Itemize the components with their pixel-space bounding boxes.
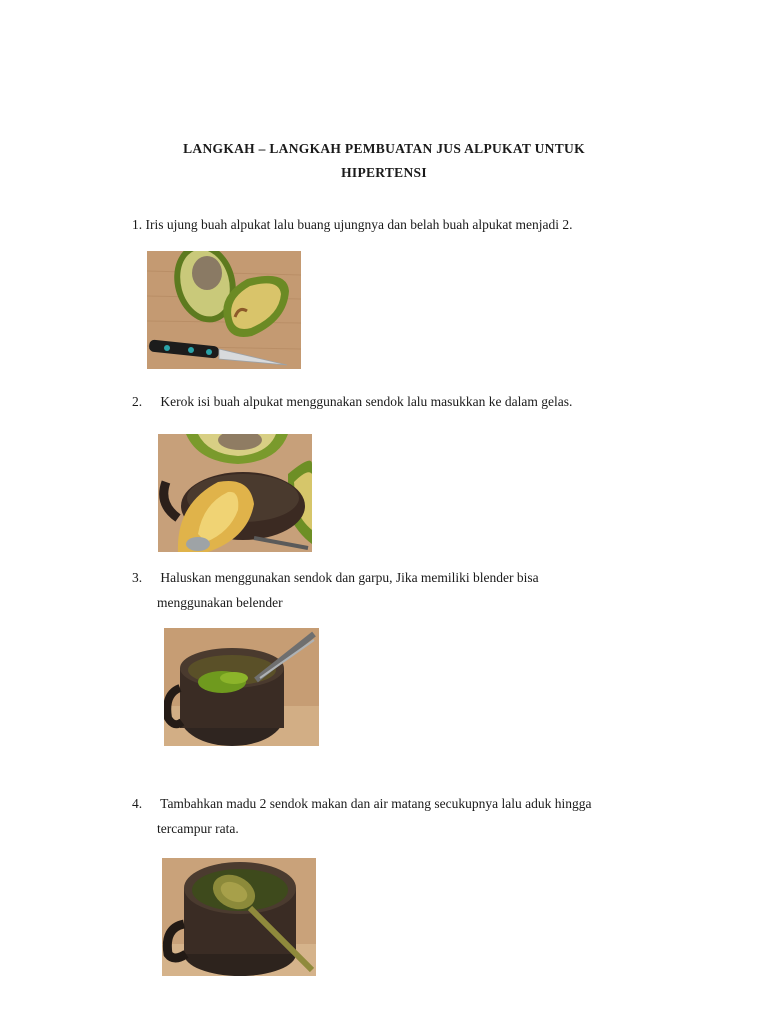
step-number: 4. [132,796,143,811]
step-number: 2. [132,394,143,409]
step-4-text [132,791,591,841]
step-1-photo [147,251,301,369]
step-3-text [132,565,539,615]
step-instruction-line-1: Haluskan menggunakan sendok dan garpu, Jika memiliki blender bisa [160,570,539,585]
document-title [0,137,768,185]
step-1-text [132,212,573,237]
step-instruction: Iris ujung buah alpukat lalu buang ujungnya dan belah buah alpukat menjadi 2. [145,217,573,232]
step-instruction-line-2: menggunakan belender [157,595,283,610]
step-2-photo [158,434,312,552]
step-number: 3. [132,570,143,585]
step-number: 1. [132,217,143,232]
step-3-photo [164,628,319,746]
title-line-1: LANGKAH – LANGKAH PEMBUATAN JUS ALPUKAT UNTUK [183,141,585,156]
step-instruction: Kerok isi buah alpukat menggunakan sendok lalu masukkan ke dalam gelas. [160,394,573,409]
step-instruction-line-1: Tambahkan madu 2 sendok makan dan air matang secukupnya lalu aduk hingga [160,796,592,811]
step-4-photo [162,858,316,976]
step-2-text [132,389,572,414]
title-line-2: HIPERTENSI [341,165,427,180]
step-instruction-line-2: tercampur rata. [157,821,239,836]
